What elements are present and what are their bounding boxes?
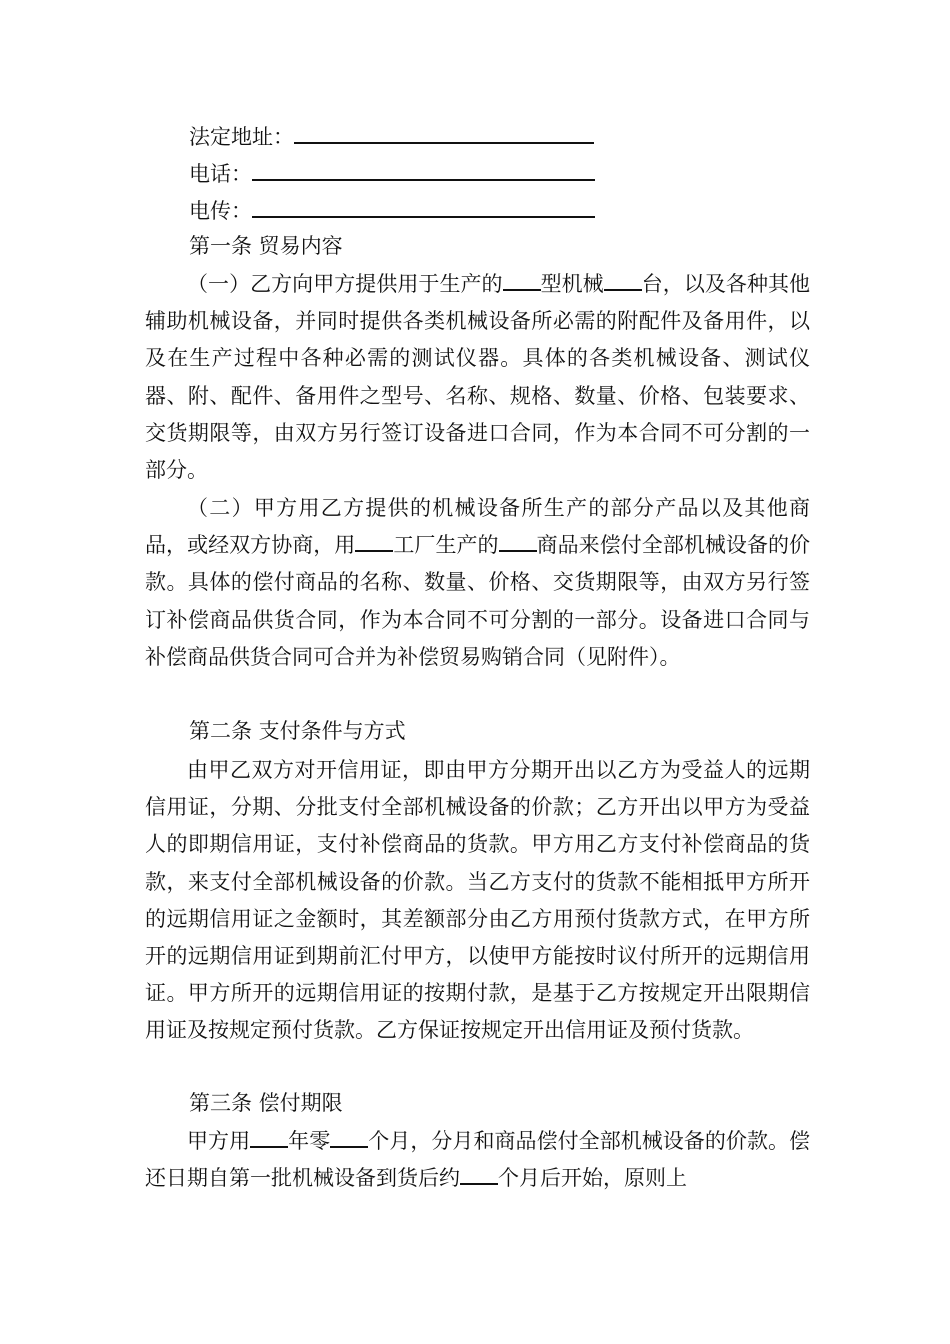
legal-address-field: [189, 120, 594, 150]
blank-line: [250, 1126, 288, 1148]
legal-address-label: 法定地址：: [189, 125, 294, 149]
article-1-heading: 第一条 贸易内容: [189, 234, 343, 258]
text-segment: 商品来偿付全部机械设备的价款。具体的偿付商品的名称、数量、价格、交货期限等，由双方另行签订补偿商品供货合同，作为本合同不可分割的一部分。设备进口合同与补偿商品供货合同可合并为补偿贸易购销合同（见附件）。: [145, 533, 811, 669]
fax-label: 电传：: [189, 199, 252, 223]
article-1-paragraph-1: [145, 266, 810, 489]
blank-line: [460, 1163, 498, 1185]
blank-line: [604, 269, 642, 291]
text-segment: 甲方用: [187, 1129, 251, 1153]
phone-field: [189, 157, 595, 187]
fax-blank: [252, 194, 595, 218]
phone-blank: [252, 157, 595, 181]
blank-line: [503, 269, 541, 291]
legal-address-blank: [294, 120, 594, 144]
blank-line: [330, 1126, 368, 1148]
fax-field: [189, 194, 595, 224]
text-segment: 个月，分月和商品偿付全部机械设备的价款。偿还日期自第一批机械设备到货后约: [145, 1129, 811, 1191]
text-segment: 工厂生产的: [393, 533, 499, 558]
phone-label: 电话：: [189, 162, 252, 186]
text-segment: 年零: [288, 1129, 331, 1153]
article-1-paragraph-2: [145, 490, 810, 676]
text-segment: 台，以及各种其他辅助机械设备，并同时提供各类机械设备所必需的附配件及备用件，以及在生产过程中各种必需的测试仪器。具体的各类机械设备、测试仪器、附、配件、备用件之型号、名称、规格、数量、价格、包装要求、交货期限等，由双方另行签订设备进口合同，作为本合同不可分割的一部分。: [145, 272, 811, 483]
article-3-paragraph-1: [145, 1123, 810, 1197]
article-3-heading: 第三条 偿付期限: [189, 1091, 343, 1115]
text-segment: （二）甲方用乙方提供的机械设备所生产的部分产品以及其他商品，或经双方协商，用: [145, 496, 810, 558]
text-segment: （一）乙方向甲方提供用于生产的: [187, 272, 503, 296]
blank-line: [355, 530, 393, 552]
article-2-paragraph-1: 由甲乙双方对开信用证，即由甲方分期开出以乙方为受益人的远期信用证，分期、分批支付全部机械设备的价款；乙方开出以甲方为受益人的即期信用证，支付补偿商品的货款。甲方用乙方支付补偿商品的货款，来支付全部机械设备的价款。当乙方支付的货款不能相抵甲方所开的远期信用证之金额时，其差额部分由乙方用预付货款方式，在甲方所开的远期信用证到期前汇付甲方，以使甲方能按时议付所开的远期信用证。甲方所开的远期信用证的按期付款，是基于乙方按规定开出限期信用证及按规定预付货款。乙方保证按规定开出信用证及预付货款。: [145, 758, 810, 1043]
blank-line: [499, 530, 537, 552]
text-segment: 个月后开始，原则上: [498, 1166, 687, 1191]
text-segment: 型机械: [540, 272, 604, 296]
article-2-heading: 第二条 支付条件与方式: [189, 719, 406, 743]
